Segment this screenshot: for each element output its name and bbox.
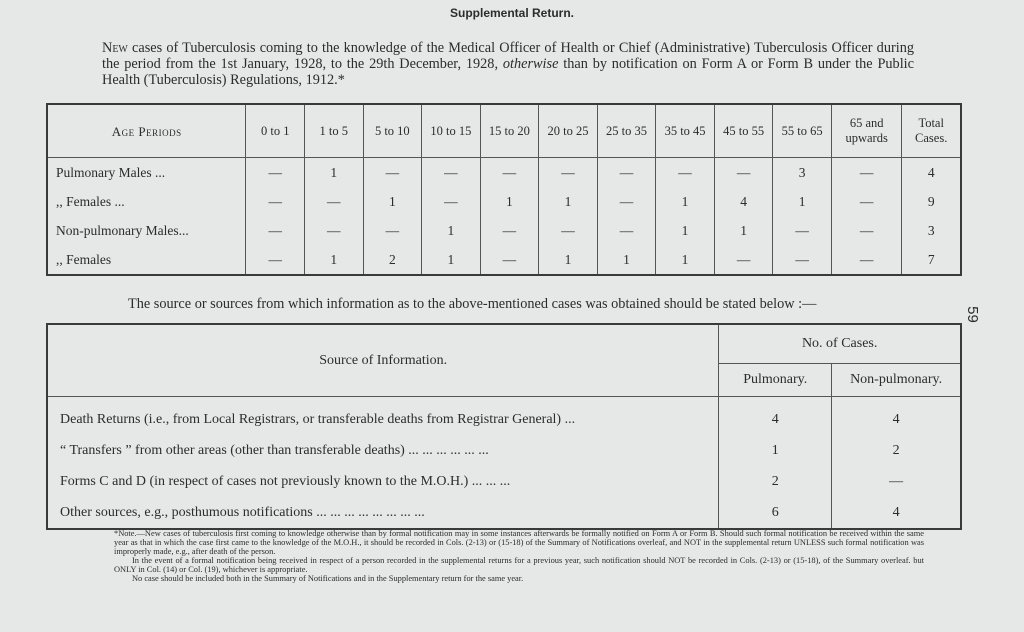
- table-cell: —: [656, 158, 715, 188]
- source-table-header-row: [47, 324, 961, 364]
- table-cell-total: 3: [902, 216, 961, 245]
- nonpulmonary-count: 4: [832, 397, 961, 436]
- pulmonary-count: 4: [719, 397, 832, 436]
- intro-first-word: New: [102, 40, 128, 56]
- age-table-header-row: [47, 104, 961, 158]
- table-cell: —: [597, 158, 656, 188]
- source-label: Forms C and D (in respect of cases not previously known to the M.O.H.) ... ... ...: [47, 466, 719, 497]
- table-cell: —: [305, 216, 364, 245]
- table-cell: —: [773, 216, 832, 245]
- source-label: Other sources, e.g., posthumous notifications ... ... ... ... ... ... ... ...: [47, 497, 719, 529]
- intro-text-b: than by notification on Form A or Form B under the Public Health (Tuberculosis) Regulations, 1912.*: [102, 56, 914, 88]
- header-no-of-cases: No. of Cases.: [719, 324, 961, 364]
- table-row: [47, 435, 961, 466]
- table-cell-total: 4: [902, 158, 961, 188]
- table-cell: —: [480, 245, 539, 275]
- table-cell: 1: [422, 216, 481, 245]
- table-row: [47, 397, 961, 436]
- table-cell: —: [597, 216, 656, 245]
- header-65-upwards: 65 and upwards: [831, 104, 901, 158]
- table-row: [47, 466, 961, 497]
- table-cell: —: [539, 216, 598, 245]
- pulmonary-count: 1: [719, 435, 832, 466]
- header-0-to-1: 0 to 1: [246, 104, 305, 158]
- table-cell: —: [363, 158, 422, 188]
- header-total-cases: Total Cases.: [902, 104, 961, 158]
- table-cell: 2: [363, 245, 422, 275]
- table-cell: —: [363, 216, 422, 245]
- intro-italic: otherwise: [502, 56, 559, 72]
- table-cell: 1: [539, 187, 598, 216]
- header-1-to-5: 1 to 5: [305, 104, 364, 158]
- nonpulmonary-count: 2: [832, 435, 961, 466]
- table-cell-total: 7: [902, 245, 961, 275]
- table-cell: 1: [597, 245, 656, 275]
- table-row: [47, 497, 961, 529]
- footnote: [114, 529, 924, 583]
- table-cell: 1: [656, 216, 715, 245]
- table-row: [47, 158, 961, 188]
- table-cell: —: [831, 245, 901, 275]
- table-cell: 1: [305, 158, 364, 188]
- table-cell: —: [480, 158, 539, 188]
- table-cell: 1: [480, 187, 539, 216]
- header-non-pulmonary: Non-pulmonary.: [832, 364, 961, 397]
- source-label: Death Returns (i.e., from Local Registrars, or transferable deaths from Registrar General) ...: [47, 397, 719, 436]
- table-cell: —: [831, 158, 901, 188]
- header-5-to-10: 5 to 10: [363, 104, 422, 158]
- header-25-to-35: 25 to 35: [597, 104, 656, 158]
- table-cell: —: [422, 187, 481, 216]
- table-cell: 1: [363, 187, 422, 216]
- table-cell: —: [597, 187, 656, 216]
- table-row: [47, 245, 961, 275]
- table-cell: —: [539, 158, 598, 188]
- source-statement: The source or sources from which information as to the above-mentioned cases was obtained should be stated below :—: [128, 296, 817, 312]
- table-cell: —: [480, 216, 539, 245]
- table-row: [47, 216, 961, 245]
- table-cell: —: [246, 187, 305, 216]
- intro-paragraph: [102, 40, 914, 88]
- table-cell: 3: [773, 158, 832, 188]
- pulmonary-count: 2: [719, 466, 832, 497]
- header-10-to-15: 10 to 15: [422, 104, 481, 158]
- header-55-to-65: 55 to 65: [773, 104, 832, 158]
- intro-text-a: cases of Tuberculosis coming to the knowledge of the Medical Officer of Health or Chief (Administrative) Tuberculosis Officer during the period from the 1st January, 1928, to the 29th December, 1928,: [102, 40, 914, 72]
- table-cell: —: [773, 245, 832, 275]
- table-cell-total: 9: [902, 187, 961, 216]
- header-15-to-20: 15 to 20: [480, 104, 539, 158]
- row-label: Non-pulmonary Males...: [47, 216, 246, 245]
- table-cell: —: [305, 187, 364, 216]
- header-20-to-25: 20 to 25: [539, 104, 598, 158]
- row-label: ,, Females: [47, 245, 246, 275]
- table-cell: 1: [656, 187, 715, 216]
- footnote-paragraph: In the event of a formal notification being received in respect of a person recorded in the supplemental returns for a previous year, such notification should NOT be recorded in Cols. (2-13) or (15-18), of the Summary overleaf. but ONLY in Col. (14) or Col. (19), whichever is appropriate.: [114, 556, 924, 574]
- table-row: [47, 187, 961, 216]
- table-cell: —: [246, 216, 305, 245]
- table-cell: —: [714, 158, 773, 188]
- row-label: ,, Females ...: [47, 187, 246, 216]
- row-label: Pulmonary Males ...: [47, 158, 246, 188]
- table-cell: 1: [539, 245, 598, 275]
- footnote-paragraph: No case should be included both in the Summary of Notifications and in the Supplementary return for the same year.: [132, 574, 524, 583]
- table-cell: —: [246, 245, 305, 275]
- page-number: 59: [963, 306, 981, 323]
- source-table: [46, 323, 962, 530]
- table-cell: —: [831, 187, 901, 216]
- table-cell: —: [246, 158, 305, 188]
- source-label: “ Transfers ” from other areas (other than transferable deaths) ... ... ... ... ... ...: [47, 435, 719, 466]
- pulmonary-count: 6: [719, 497, 832, 529]
- table-cell: 1: [773, 187, 832, 216]
- header-source-of-information: Source of Information.: [47, 324, 719, 397]
- nonpulmonary-count: —: [832, 466, 961, 497]
- table-cell: 1: [656, 245, 715, 275]
- table-cell: —: [422, 158, 481, 188]
- header-age-periods: Age Periods: [47, 104, 246, 158]
- table-cell: 4: [714, 187, 773, 216]
- footnote-paragraph: *Note.—New cases of tuberculosis first coming to knowledge otherwise than by formal notification may in some instances afterwards be formally notified on Form A or Form B. Should such formal notification be received within the same year as that in which the case first came to the knowledge of the M.O.H., it should be recorded in Cols. (2-13) or (15-18) of the Summary of Notifications overleaf, and NOT in the supplemental return UNLESS such formal notification was improperly made, e.g., after death of the person.: [114, 529, 924, 556]
- table-cell: —: [831, 216, 901, 245]
- table-cell: 1: [305, 245, 364, 275]
- page-title: Supplemental Return.: [449, 6, 574, 20]
- table-cell: —: [714, 245, 773, 275]
- header-35-to-45: 35 to 45: [656, 104, 715, 158]
- age-periods-table: [46, 103, 962, 276]
- header-pulmonary: Pulmonary.: [719, 364, 832, 397]
- nonpulmonary-count: 4: [832, 497, 961, 529]
- table-cell: 1: [714, 216, 773, 245]
- header-45-to-55: 45 to 55: [714, 104, 773, 158]
- table-cell: 1: [422, 245, 481, 275]
